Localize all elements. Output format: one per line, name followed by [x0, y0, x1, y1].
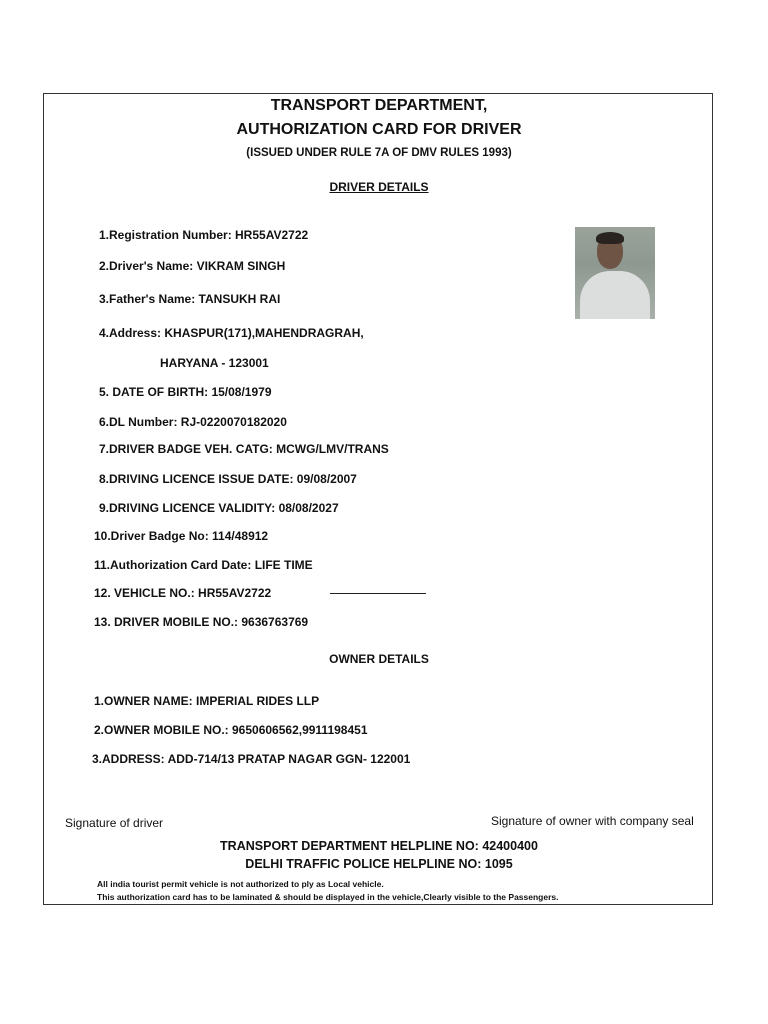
- driver-signature-label: Signature of driver: [65, 816, 164, 830]
- driver-photo: [575, 227, 655, 319]
- badge-vehicle-category: 7.DRIVER BADGE VEH. CATG: MCWG/LMV/TRANS: [99, 442, 389, 456]
- owner-address: 3.ADDRESS: ADD-714/13 PRATAP NAGAR GGN- 122001: [92, 752, 411, 766]
- father-name: 3.Father's Name: TANSUKH RAI: [99, 292, 281, 306]
- owner-mobile: 2.OWNER MOBILE NO.: 9650606562,9911198451: [94, 723, 368, 737]
- owner-name: 1.OWNER NAME: IMPERIAL RIDES LLP: [94, 694, 320, 708]
- header-title-line2: AUTHORIZATION CARD FOR DRIVER: [236, 121, 522, 138]
- owner-signature-label: Signature of owner with company seal: [491, 814, 694, 828]
- owner-details-heading: OWNER DETAILS: [329, 652, 429, 666]
- note-lamination: This authorization card has to be laminated & should be displayed in the vehicle,Clearly visible to the Passengers.: [97, 892, 559, 902]
- vehicle-number: 12. VEHICLE NO.: HR55AV2722: [94, 586, 272, 600]
- address-line1: 4.Address: KHASPUR(171),MAHENDRAGRAH,: [99, 326, 364, 340]
- driver-name: 2.Driver's Name: VIKRAM SINGH: [99, 259, 286, 273]
- authorization-card-date: 11.Authorization Card Date: LIFE TIME: [94, 558, 313, 572]
- registration-number: 1.Registration Number: HR55AV2722: [99, 228, 309, 242]
- address-line2: HARYANA - 123001: [160, 356, 269, 370]
- header-subtitle: (ISSUED UNDER RULE 7A OF DMV RULES 1993): [246, 147, 512, 159]
- photo-body: [580, 271, 650, 319]
- licence-validity: 9.DRIVING LICENCE VALIDITY: 08/08/2027: [99, 501, 339, 515]
- driver-mobile: 13. DRIVER MOBILE NO.: 9636763769: [94, 615, 309, 629]
- dl-number: 6.DL Number: RJ-0220070182020: [99, 415, 287, 429]
- note-tourist-permit: All india tourist permit vehicle is not authorized to ply as Local vehicle.: [97, 879, 384, 889]
- transport-helpline: TRANSPORT DEPARTMENT HELPLINE NO: 42400400: [220, 839, 538, 853]
- driver-badge-number: 10.Driver Badge No: 114/48912: [94, 529, 269, 543]
- photo-hair: [596, 232, 624, 244]
- licence-issue-date: 8.DRIVING LICENCE ISSUE DATE: 09/08/2007: [99, 472, 357, 486]
- driver-details-heading: DRIVER DETAILS: [329, 180, 429, 194]
- date-of-birth: 5. DATE OF BIRTH: 15/08/1979: [99, 385, 272, 399]
- police-helpline: DELHI TRAFFIC POLICE HELPLINE NO: 1095: [245, 857, 513, 871]
- vehicle-underline: [330, 593, 426, 594]
- header-title-line1: TRANSPORT DEPARTMENT,: [270, 97, 488, 114]
- authorization-card: [43, 93, 713, 905]
